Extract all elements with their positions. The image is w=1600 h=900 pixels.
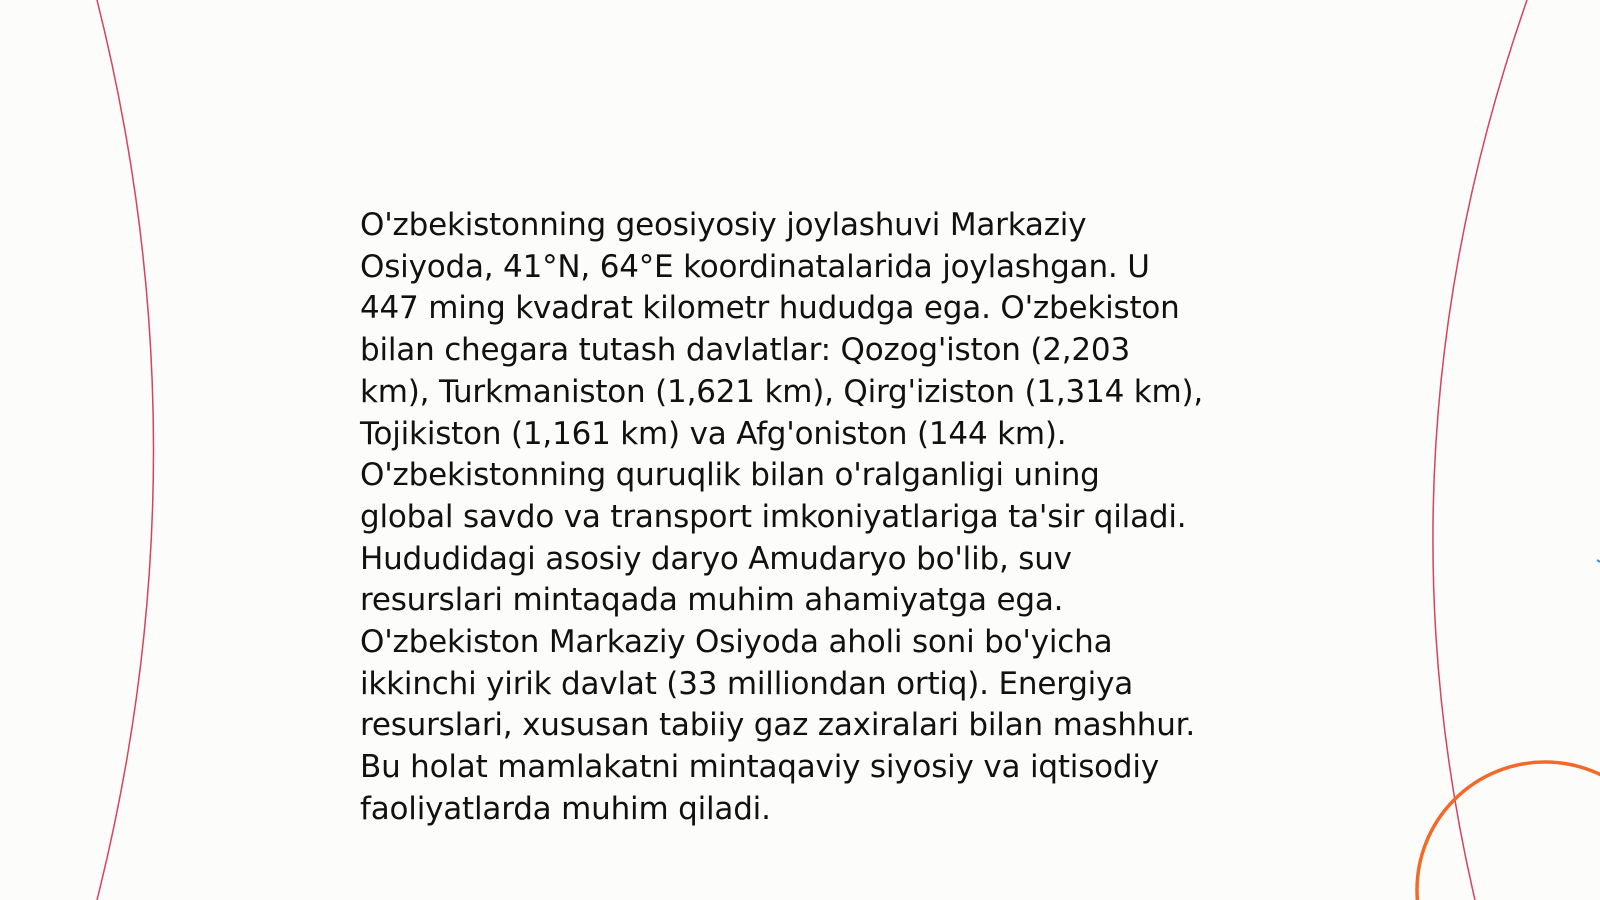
- text-line: km), Turkmaniston (1,621 km), Qirg'iziston (1,314 km),: [360, 373, 1204, 410]
- text-line: ikkinchi yirik davlat (33 milliondan ortiq). Energiya: [360, 665, 1134, 702]
- slide-body-text: [360, 205, 1260, 831]
- text-line: resurslari mintaqada muhim ahamiyatga ega.: [360, 582, 1064, 619]
- text-line: Hududidagi asosiy daryo Amudaryo bo'lib, suv: [360, 540, 1072, 577]
- text-line: global savdo va transport imkoniyatlariga ta'sir qiladi.: [360, 498, 1187, 535]
- text-line: O'zbekistonning geosiyosiy joylashuvi Markaziy: [360, 207, 1087, 243]
- orange-circle-accent: [1417, 762, 1600, 900]
- text-line: O'zbekistonning quruqlik bilan o'ralganligi uning: [360, 457, 1100, 494]
- text-line: 447 ming kvadrat kilometr hududga ega. O'zbekiston: [360, 290, 1180, 327]
- text-line: O'zbekiston Markaziy Osiyoda aholi soni bo'yicha: [360, 624, 1113, 661]
- text-line: Osiyoda, 41°N, 64°E koordinatalarida joylashgan. U: [360, 248, 1150, 285]
- text-line: faoliyatlarda muhim qiladi.: [360, 790, 771, 827]
- text-line: Tojikiston (1,161 km) va Afg'oniston (144 km).: [360, 415, 1067, 452]
- left-arc-line: [97, 0, 154, 900]
- text-line: bilan chegara tutash davlatlar: Qozog'iston (2,203: [360, 332, 1130, 369]
- text-line: Bu holat mamlakatni mintaqaviy siyosiy va iqtisodiy: [360, 749, 1159, 786]
- text-line: resurslari, xususan tabiiy gaz zaxiralari bilan mashhur.: [360, 707, 1196, 744]
